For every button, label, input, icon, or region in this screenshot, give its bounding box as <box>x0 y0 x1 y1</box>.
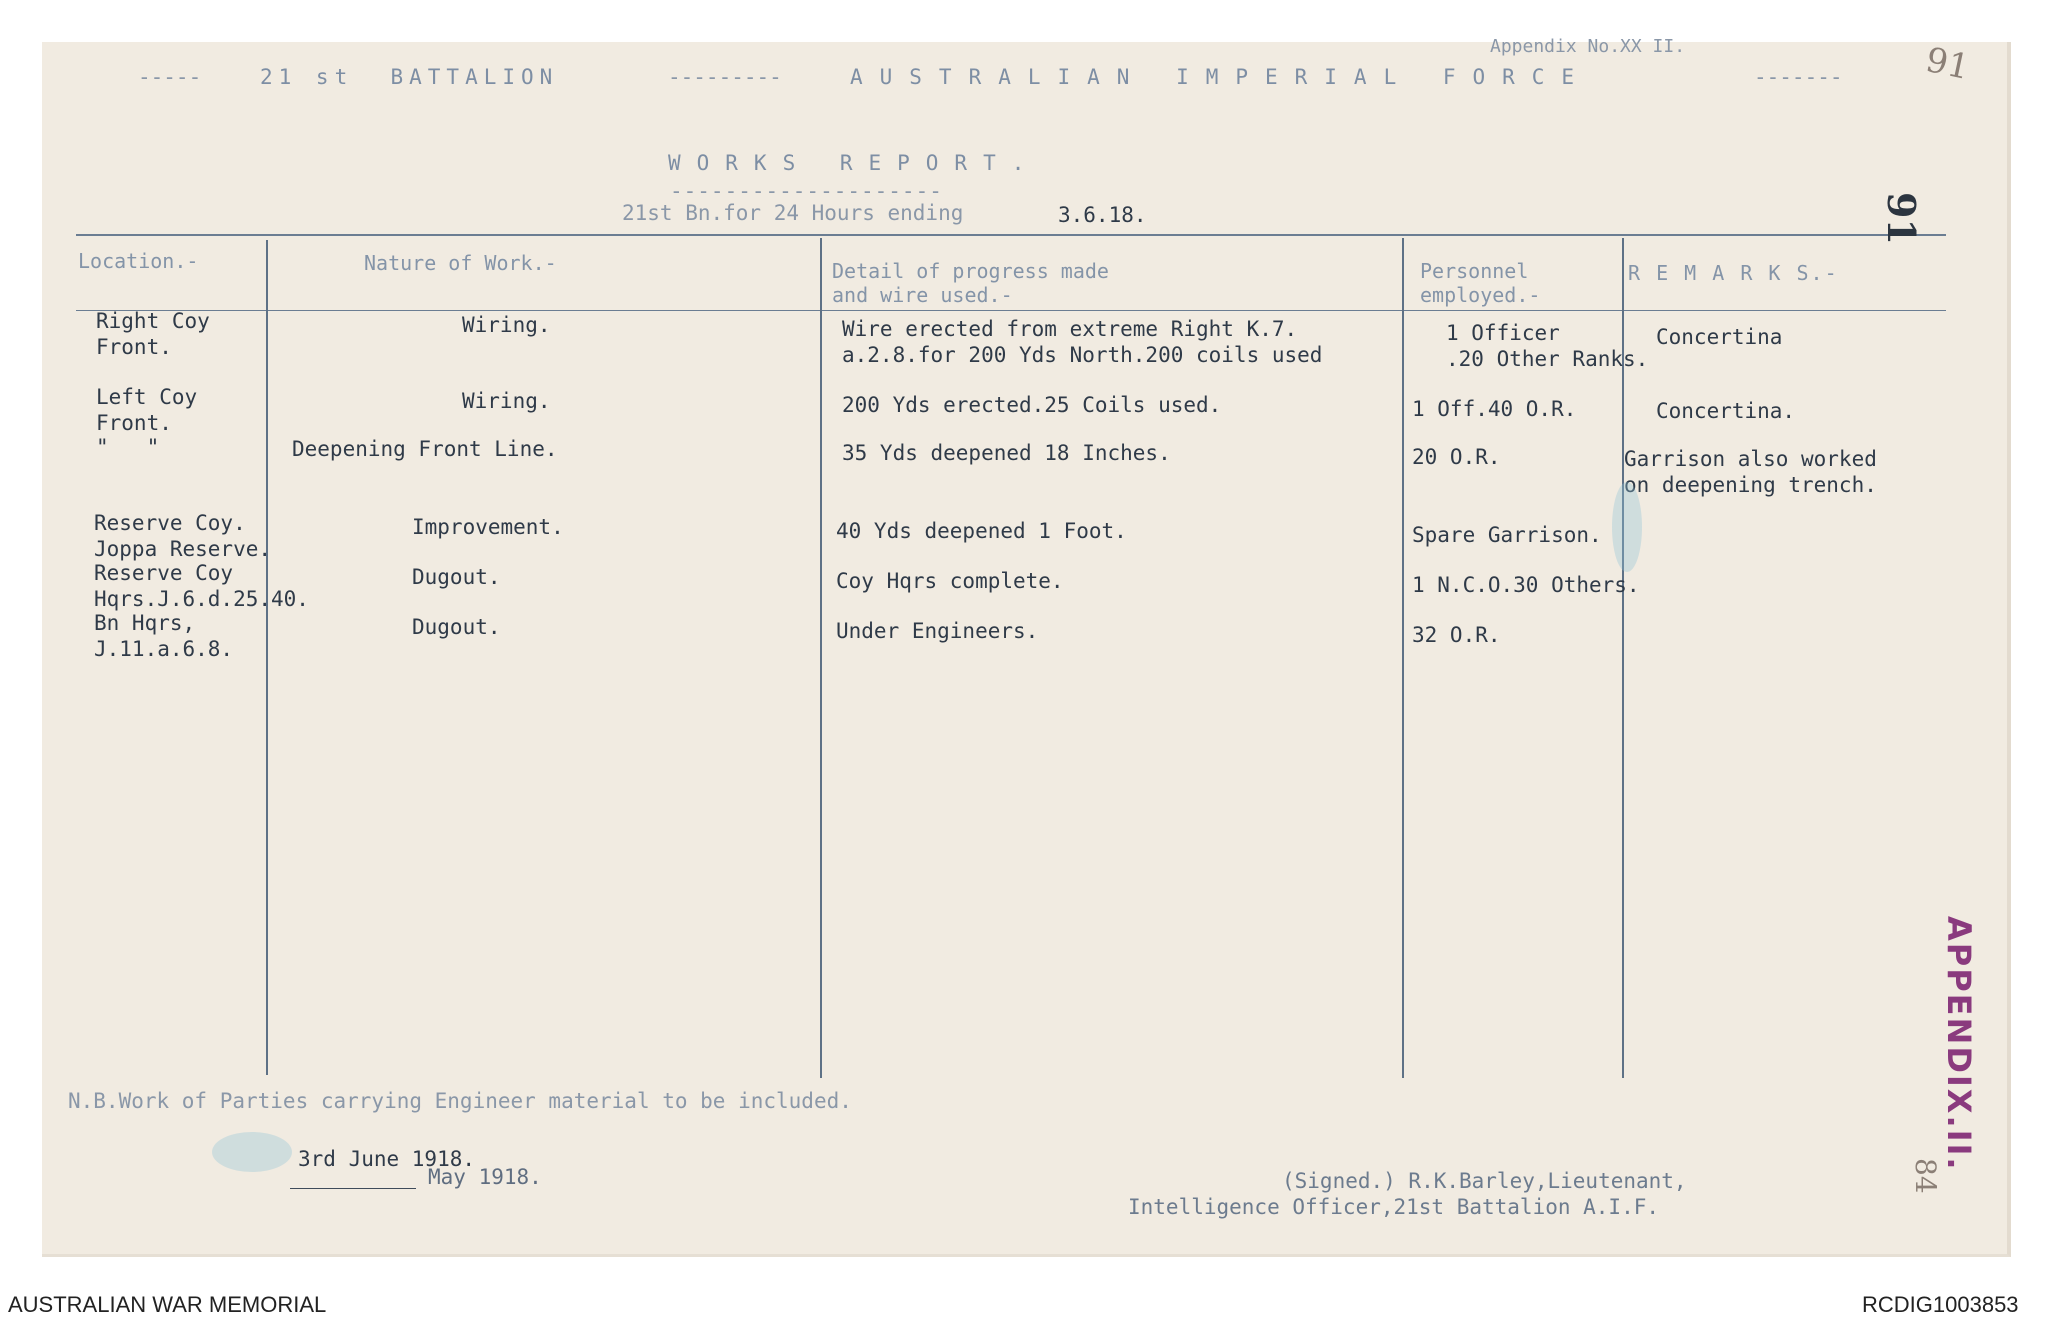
column-header-remarks: R E M A R K S.- <box>1628 261 1839 285</box>
column-header-detail-2: and wire used.- <box>832 283 1013 307</box>
table-top-rule <box>76 234 1946 236</box>
row-5-detail: Coy Hqrs complete. <box>836 569 1064 593</box>
report-date: 3.6.18. <box>1058 203 1147 227</box>
column-divider-2 <box>820 238 822 1078</box>
signature-line-2: Intelligence Officer,21st Battalion A.I.F. <box>1128 1195 1660 1219</box>
row-2-remarks: Concertina. <box>1656 399 1796 423</box>
document-paper <box>42 36 2011 1257</box>
row-6-detail: Under Engineers. <box>836 619 1039 643</box>
pencil-folio-number: 84 <box>1909 1158 1942 1194</box>
row-2-location: Left Coy Front. <box>96 385 198 435</box>
column-divider-3 <box>1402 238 1404 1078</box>
row-4-personnel: Spare Garrison. <box>1412 523 1602 547</box>
column-divider-1 <box>266 240 268 1075</box>
column-header-personnel-1: Personnel <box>1420 259 1529 283</box>
title-underline: -------------------- <box>670 179 943 203</box>
report-subtitle: 21st Bn.for 24 Hours ending <box>622 201 964 225</box>
header-dashes-right: ------- <box>1754 65 1843 89</box>
pencil-page-number-side: 91 <box>1879 192 1924 245</box>
footer-archive-name: AUSTRALIAN WAR MEMORIAL <box>8 1292 327 1317</box>
row-5-personnel: 1 N.C.O.30 Others. <box>1412 573 1640 597</box>
table-header-rule <box>76 310 1946 311</box>
ink-stain <box>212 1132 292 1172</box>
column-header-personnel-2: employed.- <box>1420 283 1541 307</box>
header-battalion: 21 st BATTALION <box>260 65 559 89</box>
column-header-nature: Nature of Work.- <box>364 251 557 275</box>
date-form-text: May 1918. <box>428 1165 542 1189</box>
column-header-detail-1: Detail of progress made <box>832 259 1109 283</box>
pencil-page-number-top: 91 <box>1922 39 1973 89</box>
row-3-detail: 35 Yds deepened 18 Inches. <box>842 441 1171 465</box>
report-title: WORKS REPORT. <box>668 151 1041 175</box>
date-blank-rule <box>290 1188 416 1189</box>
row-1-nature: Wiring. <box>462 313 551 337</box>
row-1-location: Right Coy Front. <box>96 309 210 359</box>
header-dashes-mid: --------- <box>668 65 782 89</box>
footnote: N.B.Work of Parties carrying Engineer material to be included. <box>68 1089 852 1113</box>
signature-line-1: (Signed.) R.K.Barley,Lieutenant, <box>1282 1169 1687 1193</box>
row-5-nature: Dugout. <box>412 565 501 589</box>
row-6-location: Bn Hqrs, J.11.a.6.8. <box>94 611 234 661</box>
row-2-nature: Wiring. <box>462 389 551 413</box>
row-6-personnel: 32 O.R. <box>1412 623 1501 647</box>
row-3-personnel: 20 O.R. <box>1412 445 1501 469</box>
row-3-location: " " <box>96 435 160 459</box>
row-4-detail: 40 Yds deepened 1 Foot. <box>836 519 1127 543</box>
header-dashes-left: ----- <box>138 65 202 89</box>
ink-stain <box>1612 482 1642 572</box>
row-1-detail: Wire erected from extreme Right K.7. a.2.8.for 200 Yds North.200 coils used <box>842 317 1323 367</box>
row-1-personnel: 1 Officer .20 Other Ranks. <box>1446 321 1649 371</box>
header-force: AUSTRALIAN IMPERIAL FORCE <box>850 65 1592 89</box>
date-signed: 3rd June 1918. <box>298 1147 476 1171</box>
row-2-personnel: 1 Off.40 O.R. <box>1412 397 1577 421</box>
footer-record-id: RCDIG1003853 <box>1862 1292 2019 1317</box>
row-3-remarks: Garrison also worked on deepening trench. <box>1624 447 1877 497</box>
appendix-reference: Appendix No.XX II. <box>1490 36 1686 57</box>
row-1-remarks: Concertina <box>1656 325 1783 349</box>
row-5-location: Reserve Coy Hqrs.J.6.d.25.40. <box>94 561 309 611</box>
row-4-location: Reserve Coy. Joppa Reserve. <box>94 511 272 561</box>
appendix-stamp: APPENDIX.II. <box>1940 916 1978 1172</box>
column-header-location: Location.- <box>78 249 199 273</box>
row-4-nature: Improvement. <box>412 515 564 539</box>
row-2-detail: 200 Yds erected.25 Coils used. <box>842 393 1222 417</box>
row-6-nature: Dugout. <box>412 615 501 639</box>
row-3-nature: Deepening Front Line. <box>292 437 558 461</box>
